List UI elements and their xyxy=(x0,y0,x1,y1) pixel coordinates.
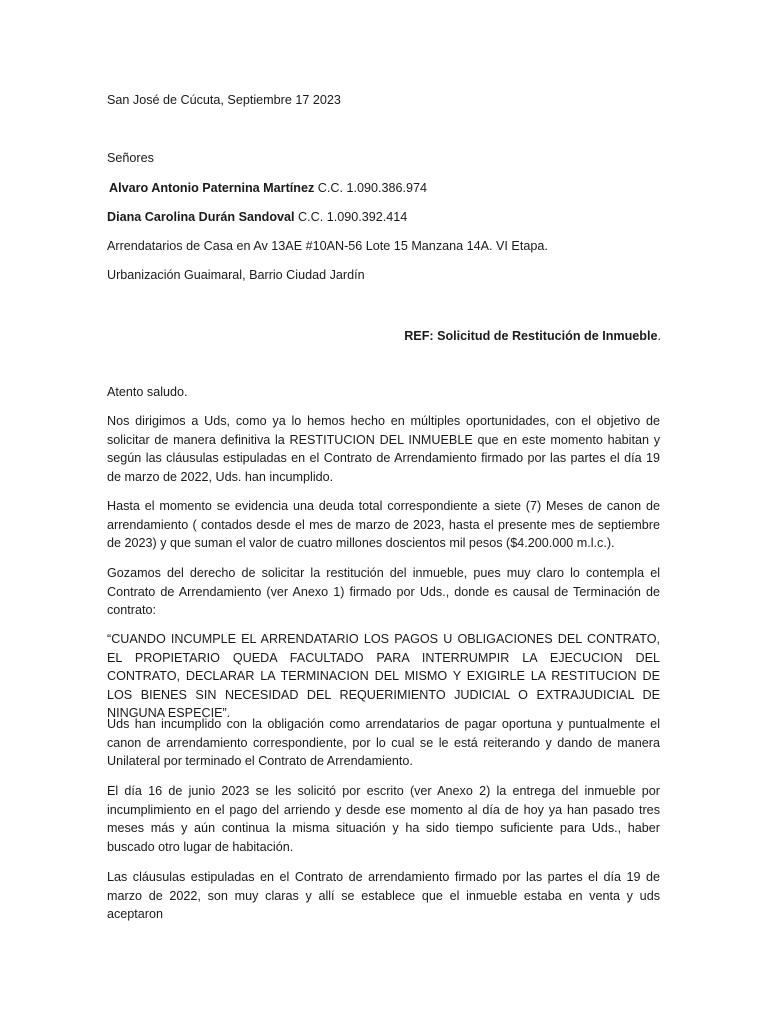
greeting: Atento saludo. xyxy=(107,385,188,399)
reference-line xyxy=(404,327,661,346)
paragraph-1: Nos dirigimos a Uds, como ya lo hemos hecho en múltiples oportunidades, con el objetivo de solicitar de manera definitiva la RESTITUCION DEL INMUEBLE que en este momento habitan y según las cláusulas estipuladas en el Contrato de Arrendamiento firmado por las partes el día 19 de marzo de 2022, Uds. han incumplido. xyxy=(107,414,660,484)
place-date: San José de Cúcuta, Septiembre 17 2023 xyxy=(107,93,341,107)
address-line-1: Arrendatarios de Casa en Av 13AE #10AN-56 Lote 15 Manzana 14A. VI Etapa. xyxy=(107,239,548,253)
recipient-1-name: Alvaro Antonio Paternina Martínez xyxy=(109,181,315,195)
paragraph-7: Las cláusulas estipuladas en el Contrato de arrendamiento firmado por las partes el día 19 de marzo de 2022, son muy claras y allí se establece que el inmueble estaba en venta y uds aceptaron xyxy=(107,870,660,921)
address-line-2: Urbanización Guaimaral, Barrio Ciudad Jardín xyxy=(107,268,365,282)
paragraph-6: El día 16 de junio 2023 se les solicitó por escrito (ver Anexo 2) la entrega del inmueble por incumplimiento en el pago del arriendo y desde ese momento al día de hoy ya han pasado tres meses más y aún continua la misma situación y ha sido tiempo suficiente para Uds., haber buscado otro lugar de habitación. xyxy=(107,784,660,854)
reference-label: REF: Solicitud de Restitución de Inmueble xyxy=(404,329,658,343)
paragraph-4-quote: “CUANDO INCUMPLE EL ARRENDATARIO LOS PAGOS U OBLIGACIONES DEL CONTRATO, EL PROPIETARIO QUEDA FACULTADO PARA INTERRUMPIR LA EJECUCION DEL CONTRATO, DECLARAR LA TERMINACION DEL MISMO Y EXIGIRLE LA RESTITUCION DE LOS BIENES SIN NECESIDAD DEL REQUERIMIENTO JUDICIAL O EXTRAJUDICIAL DE NINGUNA ESPECIE”. xyxy=(107,632,660,720)
recipient-2-id: C.C. 1.090.392.414 xyxy=(294,210,408,224)
paragraph-2: Hasta el momento se evidencia una deuda total correspondiente a siete (7) Meses de canon de arrendamiento ( contados desde el mes de marzo de 2023, hasta el presente mes de septiembre de 2023) y que suman el valor de cuatro millones doscientos mil pesos ($4.200.000 m.l.c.). xyxy=(107,499,660,550)
recipient-2-name: Diana Carolina Durán Sandoval xyxy=(107,210,295,224)
paragraph-5: Uds han incumplido con la obligación como arrendatarios de pagar oportuna y puntualmente el canon de arrendamiento correspondiente, por lo cual se le está reiterando y dando de manera Unilateral por terminado el Contrato de Arrendamiento. xyxy=(107,717,660,768)
reference-end: . xyxy=(657,329,661,343)
salutation-header: Señores xyxy=(107,151,154,165)
recipient-2 xyxy=(107,208,407,227)
recipient-1 xyxy=(109,179,427,198)
recipient-1-id: C.C. 1.090.386.974 xyxy=(314,181,427,195)
paragraph-3: Gozamos del derecho de solicitar la restitución del inmueble, pues muy claro lo contempla el Contrato de Arrendamiento (ver Anexo 1) firmado por Uds., donde es causal de Terminación de contrato: xyxy=(107,566,660,617)
